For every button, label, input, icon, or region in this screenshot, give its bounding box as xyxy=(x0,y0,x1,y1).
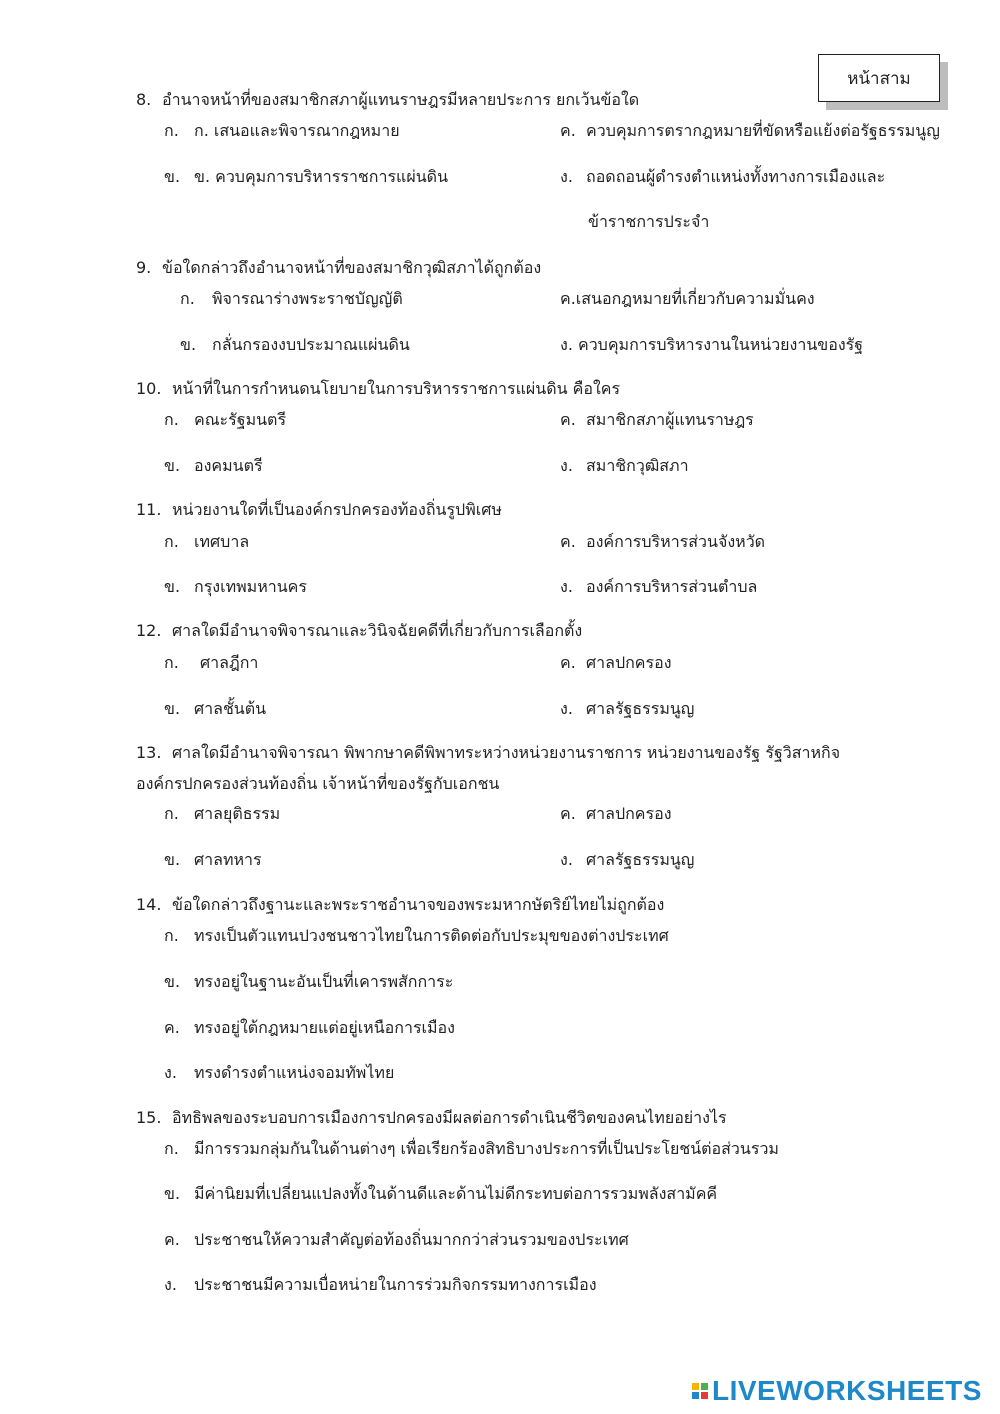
question-number: 15. xyxy=(136,1108,162,1127)
question-number: 11. xyxy=(136,500,162,519)
liveworksheets-logo[interactable] xyxy=(692,1376,982,1406)
option-a-label: ก. xyxy=(164,532,179,551)
option-a-text: เทศบาล xyxy=(194,532,250,551)
question-number: 14. xyxy=(136,895,162,914)
option-b-text: ศาลชั้นต้น xyxy=(194,699,267,718)
option-c-text: ศาลปกครอง xyxy=(586,653,672,672)
option-a-text: คณะรัฐมนตรี xyxy=(194,410,287,429)
page-label: หน้าสาม xyxy=(847,68,911,89)
question-text: หน่วยงานใดที่เป็นองค์กรปกครองท้องถิ่นรูปพิเศษ xyxy=(172,500,502,519)
option-b-text: ข. ควบคุมการบริหารราชการแผ่นดิน xyxy=(194,167,448,186)
option-d-text: ถอดถอนผู้ดำรงตำแหน่งทั้งทางการเมืองและ xyxy=(586,167,886,186)
option-d-text: สมาชิกวุฒิสภา xyxy=(586,456,689,475)
option-d-text-continued: ข้าราชการประจำ xyxy=(588,212,710,231)
option-b-label: ข. xyxy=(164,1184,181,1203)
question-number: 13. xyxy=(136,743,162,762)
question-text: ข้อใดกล่าวถึงฐานะและพระราชอำนาจของพระมหากษัตริย์ไทยไม่ถูกต้อง xyxy=(172,895,665,914)
option-d-text: ง. ควบคุมการบริหารงานในหน่วยงานของรัฐ xyxy=(560,335,864,354)
logo-squares-icon xyxy=(692,1383,708,1399)
question-number: 12. xyxy=(136,621,162,640)
option-b-label: ข. xyxy=(164,577,181,596)
option-c-text: ประชาชนให้ความสำคัญต่อท้องถิ่นมากกว่าส่วนรวมของประเทศ xyxy=(194,1230,629,1249)
question-text: อำนาจหน้าที่ของสมาชิกสภาผู้แทนราษฎรมีหลายประการ ยกเว้นข้อใด xyxy=(162,90,640,109)
option-c-text: ค.เสนอกฎหมายที่เกี่ยวกับความมั่นคง xyxy=(560,289,815,308)
option-d-label: ง. xyxy=(560,167,573,186)
option-a-label: ก. xyxy=(164,926,179,945)
option-b-text: องคมนตรี xyxy=(194,456,263,475)
option-b-label: ข. xyxy=(180,335,197,354)
option-b-label: ข. xyxy=(164,456,181,475)
option-a-text: ก. เสนอและพิจารณากฎหมาย xyxy=(194,121,400,140)
option-d-text: ศาลรัฐธรรมนูญ xyxy=(586,699,695,718)
option-d-text: องค์การบริหารส่วนตำบล xyxy=(586,577,758,596)
logo-square-icon xyxy=(701,1383,708,1390)
question-text: ข้อใดกล่าวถึงอำนาจหน้าที่ของสมาชิกวุฒิสภาได้ถูกต้อง xyxy=(162,258,542,277)
question-text: หน้าที่ในการกำหนดนโยบายในการบริหารราชการแผ่นดิน คือใคร xyxy=(172,379,621,398)
option-b-text: ทรงอยู่ในฐานะอันเป็นที่เคารพสักการะ xyxy=(194,972,454,991)
option-c-text: ควบคุมการตรากฎหมายที่ขัดหรือแย้งต่อรัฐธรรมนูญ xyxy=(586,121,940,140)
option-d-label: ง. xyxy=(560,699,573,718)
option-a-label: ก. xyxy=(164,410,179,429)
question-text: ศาลใดมีอำนาจพิจารณา พิพากษาคดีพิพาทระหว่างหน่วยงานราชการ หน่วยงานของรัฐ รัฐวิสาหกิจ xyxy=(172,743,841,762)
option-a-label: ก. xyxy=(164,121,179,140)
logo-text: LIVEWORKSHEETS xyxy=(712,1375,982,1406)
option-a-text: พิจารณาร่างพระราชบัญญัติ xyxy=(212,289,403,308)
option-c-label: ค. xyxy=(560,532,576,551)
option-c-label: ค. xyxy=(560,653,576,672)
option-a-label: ก. xyxy=(164,1139,179,1158)
question-number: 10. xyxy=(136,379,162,398)
question-text: ศาลใดมีอำนาจพิจารณาและวินิจฉัยคดีที่เกี่ยวกับการเลือกตั้ง xyxy=(172,621,583,640)
option-c-label: ค. xyxy=(164,1018,180,1037)
option-d-label: ง. xyxy=(560,456,573,475)
option-d-label: ง. xyxy=(164,1063,177,1082)
option-b-label: ข. xyxy=(164,972,181,991)
option-c-label: ค. xyxy=(560,804,576,823)
option-a-text: ทรงเป็นตัวแทนปวงชนชาวไทยในการติดต่อกับประมุขของต่างประเทศ xyxy=(194,926,669,945)
option-c-text: ทรงอยู่ใต้กฎหมายแต่อยู่เหนือการเมือง xyxy=(194,1018,455,1037)
question-text-continued: องค์กรปกครองส่วนท้องถิ่น เจ้าหน้าที่ของรัฐกับเอกชน xyxy=(136,774,500,793)
option-c-text: องค์การบริหารส่วนจังหวัด xyxy=(586,532,766,551)
option-d-text: ทรงดำรงตำแหน่งจอมทัพไทย xyxy=(194,1063,395,1082)
option-d-label: ง. xyxy=(560,577,573,596)
option-b-text: กรุงเทพมหานคร xyxy=(194,577,307,596)
option-a-text: ศาลยุติธรรม xyxy=(194,804,281,823)
option-d-label: ง. xyxy=(164,1275,177,1294)
option-a-label: ก. xyxy=(164,653,179,672)
option-c-text: ศาลปกครอง xyxy=(586,804,672,823)
question-number: 8. xyxy=(136,90,152,109)
option-b-text: มีค่านิยมที่เปลี่ยนแปลงทั้งในด้านดีและด้านไม่ดีกระทบต่อการรวมพลังสามัคคี xyxy=(194,1184,718,1203)
option-d-text: ประชาชนมีความเบื่อหน่ายในการร่วมกิจกรรมทางการเมือง xyxy=(194,1275,597,1294)
option-b-label: ข. xyxy=(164,699,181,718)
option-b-text: ศาลทหาร xyxy=(194,850,262,869)
option-a-text: ศาลฎีกา xyxy=(200,653,259,672)
option-b-label: ข. xyxy=(164,167,181,186)
option-a-label: ก. xyxy=(180,289,195,308)
option-d-label: ง. xyxy=(560,850,573,869)
option-b-label: ข. xyxy=(164,850,181,869)
logo-square-icon xyxy=(692,1392,699,1399)
option-c-text: สมาชิกสภาผู้แทนราษฎร xyxy=(586,410,754,429)
option-a-label: ก. xyxy=(164,804,179,823)
option-a-text: มีการรวมกลุ่มกันในด้านต่างๆ เพื่อเรียกร้องสิทธิบางประการที่เป็นประโยชน์ต่อส่วนรวม xyxy=(194,1139,779,1158)
question-text: อิทธิพลของระบอบการเมืองการปกครองมีผลต่อการดำเนินชีวิตของคนไทยอย่างไร xyxy=(172,1108,727,1127)
option-d-text: ศาลรัฐธรรมนูญ xyxy=(586,850,695,869)
option-c-label: ค. xyxy=(560,121,576,140)
option-b-text: กลั่นกรองงบประมาณแผ่นดิน xyxy=(212,335,410,354)
option-c-label: ค. xyxy=(164,1230,180,1249)
logo-square-icon xyxy=(701,1392,708,1399)
page-label-box xyxy=(818,54,940,102)
option-c-label: ค. xyxy=(560,410,576,429)
logo-square-icon xyxy=(692,1383,699,1390)
question-number: 9. xyxy=(136,258,152,277)
